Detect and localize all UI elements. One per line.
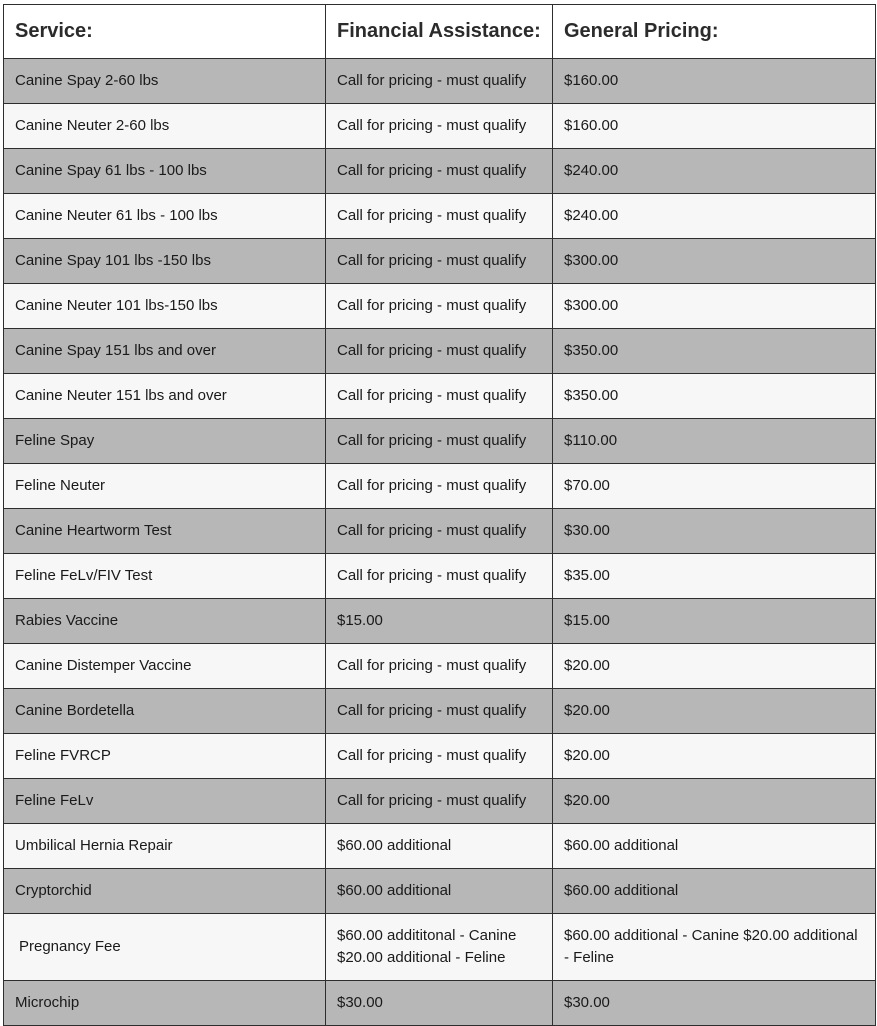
- service-cell: Canine Neuter 61 lbs - 100 lbs: [4, 194, 326, 239]
- header-financial-assistance: Financial Assistance:: [326, 5, 553, 59]
- general-pricing-cell: $20.00: [553, 689, 876, 734]
- general-pricing-cell: $110.00: [553, 419, 876, 464]
- general-pricing-cell: $30.00: [553, 509, 876, 554]
- financial-assistance-cell: Call for pricing - must qualify: [326, 59, 553, 104]
- table-row: [4, 59, 876, 104]
- service-cell: Canine Bordetella: [4, 689, 326, 734]
- service-cell: Canine Spay 61 lbs - 100 lbs: [4, 149, 326, 194]
- service-cell: Microchip: [4, 981, 326, 1026]
- financial-assistance-cell: Call for pricing - must qualify: [326, 779, 553, 824]
- service-cell: Canine Spay 151 lbs and over: [4, 329, 326, 374]
- financial-assistance-cell: $60.00 addititonal - Canine $20.00 additional - Feline: [326, 914, 553, 981]
- financial-assistance-cell: $60.00 additional: [326, 869, 553, 914]
- service-cell: Canine Neuter 151 lbs and over: [4, 374, 326, 419]
- financial-assistance-cell: Call for pricing - must qualify: [326, 509, 553, 554]
- general-pricing-cell: $30.00: [553, 981, 876, 1026]
- service-cell: Canine Neuter 101 lbs-150 lbs: [4, 284, 326, 329]
- financial-assistance-cell: Call for pricing - must qualify: [326, 284, 553, 329]
- table-row: [4, 734, 876, 779]
- service-cell: Rabies Vaccine: [4, 599, 326, 644]
- financial-assistance-cell: Call for pricing - must qualify: [326, 644, 553, 689]
- table-row: [4, 981, 876, 1026]
- service-cell: Pregnancy Fee: [4, 914, 326, 981]
- service-cell: Canine Spay 2-60 lbs: [4, 59, 326, 104]
- table-row: [4, 104, 876, 149]
- pricing-table: [3, 4, 876, 1026]
- financial-assistance-cell: $15.00: [326, 599, 553, 644]
- general-pricing-cell: $20.00: [553, 644, 876, 689]
- general-pricing-cell: $350.00: [553, 329, 876, 374]
- service-cell: Canine Distemper Vaccine: [4, 644, 326, 689]
- general-pricing-cell: $60.00 additional: [553, 869, 876, 914]
- service-cell: Canine Neuter 2-60 lbs: [4, 104, 326, 149]
- service-cell: Feline FVRCP: [4, 734, 326, 779]
- service-cell: Feline FeLv: [4, 779, 326, 824]
- financial-assistance-cell: Call for pricing - must qualify: [326, 194, 553, 239]
- general-pricing-cell: $160.00: [553, 104, 876, 149]
- general-pricing-cell: $160.00: [553, 59, 876, 104]
- table-row: [4, 284, 876, 329]
- table-row: [4, 779, 876, 824]
- general-pricing-cell: $300.00: [553, 284, 876, 329]
- service-cell: Umbilical Hernia Repair: [4, 824, 326, 869]
- header-general-pricing: General Pricing:: [553, 5, 876, 59]
- table-row: [4, 239, 876, 284]
- service-cell: Cryptorchid: [4, 869, 326, 914]
- table-row: [4, 689, 876, 734]
- general-pricing-cell: $20.00: [553, 734, 876, 779]
- general-pricing-cell: $350.00: [553, 374, 876, 419]
- financial-assistance-cell: Call for pricing - must qualify: [326, 329, 553, 374]
- financial-assistance-cell: $30.00: [326, 981, 553, 1026]
- general-pricing-cell: $15.00: [553, 599, 876, 644]
- table-row: [4, 464, 876, 509]
- financial-assistance-cell: Call for pricing - must qualify: [326, 149, 553, 194]
- financial-assistance-cell: Call for pricing - must qualify: [326, 554, 553, 599]
- financial-assistance-cell: Call for pricing - must qualify: [326, 419, 553, 464]
- table-row: [4, 554, 876, 599]
- financial-assistance-cell: Call for pricing - must qualify: [326, 734, 553, 779]
- header-service: Service:: [4, 5, 326, 59]
- financial-assistance-cell: Call for pricing - must qualify: [326, 464, 553, 509]
- general-pricing-cell: $20.00: [553, 779, 876, 824]
- table-row: [4, 329, 876, 374]
- pricing-table-container: [3, 4, 875, 1026]
- table-header-row: [4, 5, 876, 59]
- table-row: [4, 419, 876, 464]
- table-row: [4, 149, 876, 194]
- table-row: [4, 374, 876, 419]
- table-row: [4, 194, 876, 239]
- general-pricing-cell: $35.00: [553, 554, 876, 599]
- financial-assistance-cell: Call for pricing - must qualify: [326, 374, 553, 419]
- general-pricing-cell: $240.00: [553, 149, 876, 194]
- table-row: [4, 824, 876, 869]
- service-cell: Canine Heartworm Test: [4, 509, 326, 554]
- financial-assistance-cell: Call for pricing - must qualify: [326, 239, 553, 284]
- table-row: [4, 599, 876, 644]
- table-row: [4, 869, 876, 914]
- financial-assistance-cell: $60.00 additional: [326, 824, 553, 869]
- service-cell: Feline Spay: [4, 419, 326, 464]
- general-pricing-cell: $60.00 additional - Canine $20.00 additional - Feline: [553, 914, 876, 981]
- financial-assistance-cell: Call for pricing - must qualify: [326, 689, 553, 734]
- general-pricing-cell: $240.00: [553, 194, 876, 239]
- financial-assistance-cell: Call for pricing - must qualify: [326, 104, 553, 149]
- table-row: [4, 644, 876, 689]
- general-pricing-cell: $300.00: [553, 239, 876, 284]
- table-row: [4, 509, 876, 554]
- table-row: [4, 914, 876, 981]
- service-cell: Feline FeLv/FIV Test: [4, 554, 326, 599]
- general-pricing-cell: $70.00: [553, 464, 876, 509]
- service-cell: Feline Neuter: [4, 464, 326, 509]
- service-cell: Canine Spay 101 lbs -150 lbs: [4, 239, 326, 284]
- general-pricing-cell: $60.00 additional: [553, 824, 876, 869]
